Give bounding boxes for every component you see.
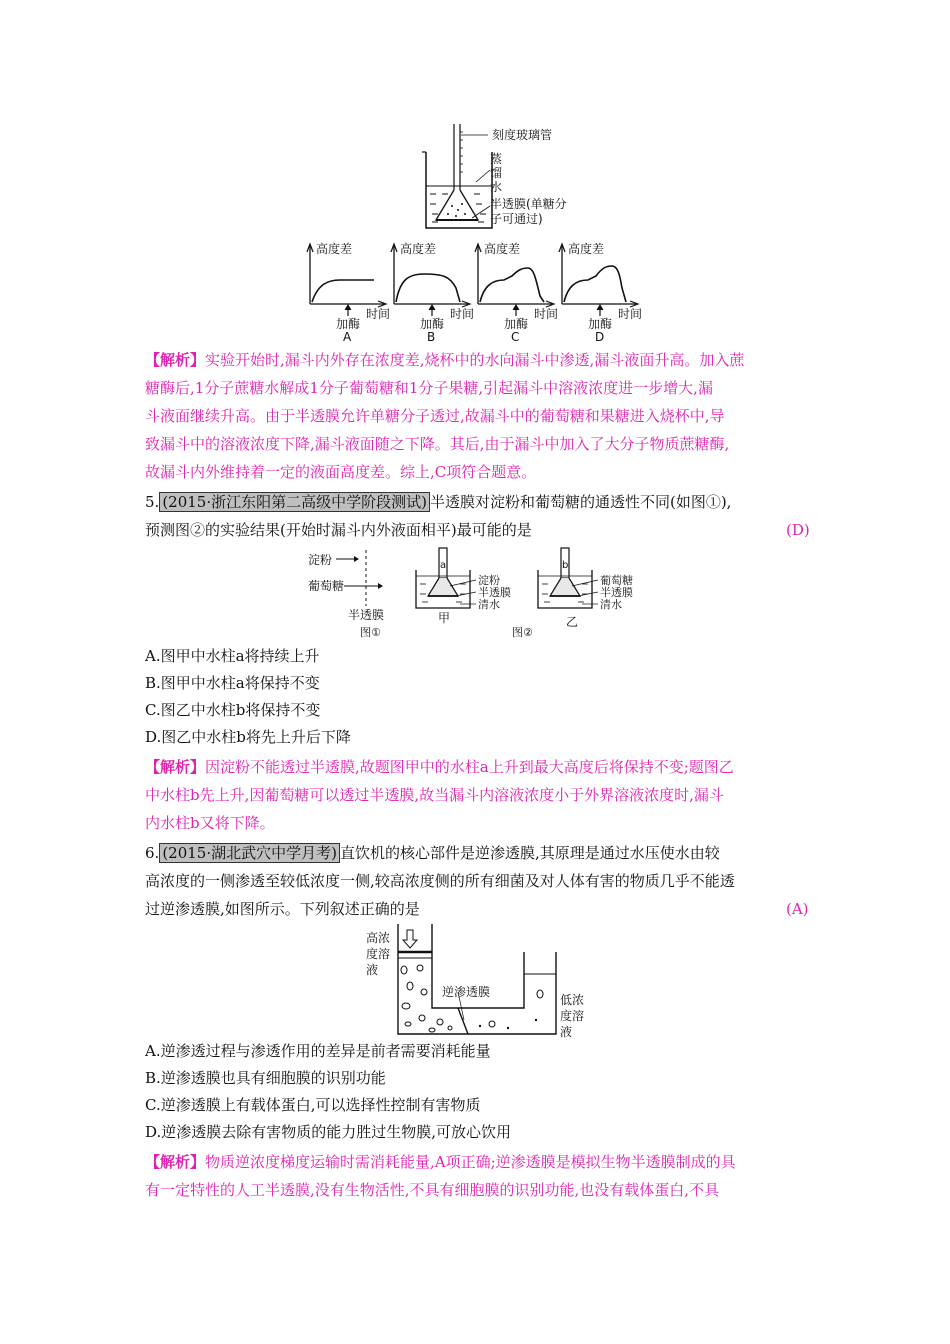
yi-label-water: 清水: [600, 598, 622, 611]
jia-label: 甲: [438, 611, 451, 625]
ro-membrane-label: 逆渗透膜: [442, 985, 491, 999]
q6-analysis-tag: 【解析】: [145, 1153, 206, 1171]
q4-analysis-line-1: 【解析】实验开始时,漏斗内外存在浓度差,烧杯中的水向漏斗中渗透,漏斗液面升高。加入蔗: [145, 351, 745, 369]
low-conc-2: 度溶: [560, 1009, 585, 1023]
graph-d: [559, 241, 642, 344]
yi-label-glucose: 葡萄糖: [600, 574, 633, 587]
q5-membrane-figure: [300, 546, 650, 640]
low-conc-1: 低浓: [560, 993, 585, 1007]
q6-option-d: D.逆渗透膜去除有害物质的能力胜过生物膜,可放心饮用: [145, 1123, 512, 1141]
q6-number: 6.: [145, 844, 160, 862]
label-distilled-1: 蒸: [490, 152, 503, 166]
q4-analysis-line-2: 糖酶后,1分子蔗糖水解成1分子葡萄糖和1分子果糖,引起漏斗中溶液浓度进一步增大,漏: [145, 379, 713, 397]
yi-b-label: b: [562, 560, 569, 571]
fig1-membrane-label: 半透膜: [348, 608, 385, 622]
graph-c: [475, 241, 558, 344]
graph-d-y-label: 高度差: [568, 242, 605, 256]
graph-b-time: 时间: [450, 307, 475, 321]
yi-label-membrane: 半透膜: [600, 586, 633, 599]
q5-analysis-line-2: 中水柱b先上升,因葡萄糖可以透过半透膜,故当漏斗内溶液浓度小于外界溶液浓度时,漏斗: [145, 786, 724, 804]
high-conc-3: 液: [366, 963, 379, 977]
graph-d-enzyme: 加酶: [588, 317, 613, 331]
graph-a-time: 时间: [366, 307, 391, 321]
q5-option-d: D.图乙中水柱b将先上升后下降: [145, 728, 351, 746]
fig1-starch-label: 淀粉: [308, 553, 333, 567]
q5-analysis-line-1: 【解析】因淀粉不能透过半透膜,故题图甲中的水柱a上升到最大高度后将保持不变;题图乙: [145, 758, 734, 776]
graph-a-enzyme: 加酶: [336, 317, 361, 331]
graph-d-letter: D: [595, 330, 605, 344]
q5-source: (2015·浙江东阳第二高级中学阶段测试): [159, 492, 430, 512]
q6-option-a: A.逆渗透过程与渗透作用的差异是前者需要消耗能量: [145, 1042, 491, 1060]
q4-analysis-tag: 【解析】: [145, 351, 206, 369]
graph-a-y-label: 高度差: [316, 242, 353, 256]
q6-answer: (A): [786, 900, 809, 918]
low-conc-3: 液: [560, 1025, 573, 1038]
q6-option-b: B.逆渗透膜也具有细胞膜的识别功能: [145, 1069, 386, 1087]
high-conc-2: 度溶: [366, 947, 391, 961]
graph-a: [307, 241, 390, 344]
fig1-caption: 图①: [360, 626, 381, 639]
jia-label-water: 清水: [478, 598, 500, 611]
q4-analysis-line-4: 致漏斗中的溶液浓度下降,漏斗液面随之下降。其后,由于漏斗中加入了大分子物质蔗糖酶,: [145, 435, 730, 453]
jia-label-membrane: 半透膜: [478, 586, 511, 599]
q5-number: 5.: [145, 493, 160, 511]
q6-stem-line-2: 高浓度的一侧渗透至较低浓度一侧,较高浓度侧的所有细菌及对人体有害的物质几乎不能透: [145, 872, 735, 890]
reverse-osmosis-figure: [360, 922, 610, 1038]
q5-analysis-tag: 【解析】: [145, 758, 206, 776]
q5-option-a: A.图甲中水柱a将持续上升: [145, 647, 320, 665]
graph-c-y-label: 高度差: [484, 242, 521, 256]
label-distilled-3: 水: [490, 180, 503, 194]
label-membrane-2: 子可通过): [490, 212, 543, 226]
graph-d-time: 时间: [618, 307, 643, 321]
graph-c-time: 时间: [534, 307, 559, 321]
q4-analysis-line-5: 故漏斗内外维持着一定的液面高度差。综上,C项符合题意。: [145, 463, 537, 481]
q6-stem-line-3: 过逆渗透膜,如图所示。下列叙述正确的是: [145, 900, 420, 918]
height-difference-graphs: [300, 236, 650, 344]
q4-analysis-line-3: 斗液面继续升高。由于半透膜允许单糖分子透过,故漏斗中的葡萄糖和果糖进入烧杯中,导: [145, 407, 725, 425]
graph-a-letter: A: [343, 330, 352, 344]
graph-b: [391, 241, 474, 344]
fig1-glucose-label: 葡萄糖: [308, 579, 345, 593]
q5-answer: (D): [786, 521, 810, 539]
graph-b-y-label: 高度差: [400, 242, 437, 256]
jia-label-starch: 淀粉: [478, 574, 500, 587]
q5-option-b: B.图甲中水柱a将保持不变: [145, 674, 320, 692]
high-conc-1: 高浓: [366, 931, 391, 945]
graph-b-letter: B: [427, 330, 436, 344]
label-glass-tube: 刻度玻璃管: [492, 128, 553, 142]
q5-analysis-line-3: 内水柱b又将下降。: [145, 814, 275, 832]
q6-source: (2015·湖北武穴中学月考): [159, 843, 340, 863]
label-membrane-1: 半透膜(单糖分: [490, 197, 567, 211]
graph-b-enzyme: 加酶: [420, 317, 445, 331]
fig2-caption: 图②: [512, 626, 533, 639]
q6-analysis-line-1: 【解析】物质逆浓度梯度运输时需消耗能量,A项正确;逆渗透膜是模拟生物半透膜制成的具: [145, 1153, 736, 1171]
q6-option-c: C.逆渗透膜上有载体蛋白,可以选择性控制有害物质: [145, 1096, 481, 1114]
jia-a-label: a: [440, 560, 447, 571]
graph-c-letter: C: [511, 330, 520, 344]
yi-label: 乙: [566, 615, 579, 629]
q6-stem-line-1: 6. (2015·湖北武穴中学月考) 直饮机的核心部件是逆渗透膜,其原理是通过水压使水由较: [145, 844, 720, 862]
q5-option-c: C.图乙中水柱b将保持不变: [145, 701, 321, 719]
graph-c-enzyme: 加酶: [504, 317, 529, 331]
label-distilled-2: 馏: [490, 166, 503, 180]
q5-stem-line-1: 5. (2015·浙江东阳第二高级中学阶段测试) 半透膜对淀粉和葡萄糖的通透性不同(如图①),: [145, 493, 732, 511]
q6-analysis-line-2: 有一定特性的人工半透膜,没有生物活性,不具有细胞膜的识别功能,也没有载体蛋白,不具: [145, 1181, 720, 1199]
q5-stem-line-2: 预测图②的实验结果(开始时漏斗内外液面相平)最可能的是: [145, 521, 532, 539]
